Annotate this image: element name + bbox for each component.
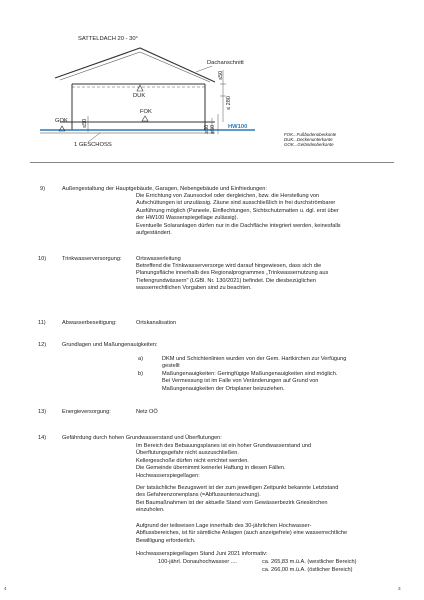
text-line: Planungsfläche innerhalb des Regionalprogrammes „Trinkwassernutzung aus bbox=[136, 270, 329, 277]
text-line: Abflussbereiches, ist für sämtliche Anlagen (auch anzeigefreie) eine wasserrechtliche bbox=[136, 530, 348, 537]
text-line: Hochwasserspiegellagen: bbox=[136, 472, 200, 479]
section-9-body bbox=[136, 193, 341, 237]
text-line: Bei Baumaßnahmen ist der aktuelle Stand vom Gewässerbezirk Grieskirchen bbox=[136, 499, 328, 506]
text-line: Maßungenauigkeiten der Ortsplaner beizuziehen. bbox=[162, 385, 285, 392]
text-line: Betreffend die Trinkwasserversorge wird darauf hingewiesen, dass sich die bbox=[136, 263, 322, 269]
fok-label: FOK bbox=[140, 109, 152, 115]
text-line: gestellt bbox=[162, 363, 180, 370]
section-9-title: Außengestaltung der Hauptgebäude, Garagen, Nebengebäude und Einfriedungen: bbox=[62, 186, 267, 192]
dim-50-top: ≤50 bbox=[218, 70, 224, 80]
section-10-title: Trinkwasserversorgung: bbox=[62, 256, 122, 262]
section-14-p1 bbox=[136, 443, 311, 480]
dim-50-left: ≤50 bbox=[82, 118, 88, 128]
text-line: wasserrechtlichen Vorgaben sind zu beachten. bbox=[136, 285, 252, 292]
text-line: Eventuelle Solaranlagen dürfen nur in die Dachfläche integriert werden, keinesfalls bbox=[136, 222, 341, 229]
text-line: aufgeständert. bbox=[136, 230, 172, 237]
section-10-body bbox=[136, 263, 328, 293]
fok-marker bbox=[142, 116, 148, 121]
text-line: Kellergeschoße dürfen nicht errichtet werden. bbox=[136, 457, 249, 464]
section-13-value: Netz OÖ bbox=[136, 409, 158, 415]
legend-gok: GOK...Geländeoberkante bbox=[284, 142, 334, 148]
dim-50-b: ≥50 bbox=[210, 124, 216, 134]
roof-inner-line-right bbox=[140, 52, 210, 82]
legend-fok: FOK...Fußbodenoberkante bbox=[284, 132, 337, 137]
storey-leader bbox=[88, 133, 100, 142]
section-9-number: 9) bbox=[40, 186, 45, 192]
hw100-label: HW100 bbox=[228, 124, 248, 130]
divider bbox=[30, 162, 394, 163]
roof-edge-leader bbox=[196, 66, 212, 72]
section-10-number: 10) bbox=[38, 256, 47, 262]
text-line: Die Gemeinde übernimmt keinerlei Haftung in diesen Fällen. bbox=[136, 465, 286, 472]
section-12-a-body bbox=[162, 356, 346, 371]
section-12-a-mark: a) bbox=[138, 356, 143, 362]
text-line: Ausführung möglich (Paneele, Einflechtungen, Sichtschutzmatten u. dgl. erst über bbox=[136, 207, 339, 214]
gok-label: GOK bbox=[55, 118, 68, 124]
section-11-title: Abwasserbeseitigung: bbox=[62, 320, 117, 326]
storey-label: 1 GESCHOSS bbox=[74, 142, 112, 148]
hw-levels-value-east: ca. 266,00 m.ü.A. (östlicher Bereich) bbox=[262, 567, 353, 573]
section-13-title: Energieversorgung: bbox=[62, 409, 111, 415]
page-number-left: 4 bbox=[4, 586, 7, 591]
section-14-number: 14) bbox=[38, 435, 47, 441]
text-line: Tiefengrundwässern" (LGBl. Nr. 130/2021) befindet. Die diesbezüglichen bbox=[136, 277, 316, 284]
text-line: Bewilligung erforderlich. bbox=[136, 537, 196, 544]
roof-inner-line bbox=[60, 52, 140, 80]
text-line: einzuholen. bbox=[136, 507, 165, 514]
section-12-b-body bbox=[162, 371, 337, 393]
section-12-b-mark: b) bbox=[138, 371, 143, 377]
text-line: des Gefahrenzonenplans (=Abflussuntersuchung). bbox=[136, 492, 261, 499]
hw-levels-title: Hochwasserspiegellagen Stand Juni 2021 informativ: bbox=[136, 551, 268, 557]
section-11-value: Ortskanalisation bbox=[136, 320, 177, 326]
text-line: Bei Vermessung ist im Falle von Veränderungen auf Grund von bbox=[162, 378, 319, 385]
section-14-p3 bbox=[136, 523, 347, 545]
legend bbox=[284, 132, 336, 148]
text-line: Aufgrund der teilweisen Lage innerhalb des 30-jährlichen Hochwasser- bbox=[136, 523, 312, 529]
legend-duk: DUK...Deckenunterkante bbox=[284, 137, 333, 143]
section-12-title: Grundlagen und Maßungenauigkeiten: bbox=[62, 342, 158, 348]
section-11-number: 11) bbox=[38, 320, 46, 326]
house-section-diagram bbox=[0, 0, 424, 160]
roof-edge-label: Dachanschnitt bbox=[207, 60, 244, 66]
hw-levels-label: 100-jährl. Donauhochwasser .... bbox=[158, 559, 237, 565]
dim-50-a: ≥50 bbox=[204, 124, 210, 134]
section-10-value: Ortswasserleitung bbox=[136, 256, 181, 262]
duk-label: DUK bbox=[133, 93, 146, 99]
section-13-number: 13) bbox=[38, 409, 47, 415]
text-line: der HW100 Wasserspiegellage zulässig). bbox=[136, 215, 239, 222]
text-line: Im Bereich des Bebauungsplanes ist ein hoher Grundwasserstand und bbox=[136, 443, 312, 449]
text-line: Die Errichtung von Zaunsockel oder dergleichen, bzw. die Herstellung von bbox=[136, 193, 320, 199]
roof-title: SATTELDACH 20 - 30° bbox=[78, 36, 138, 42]
section-14-title: Gefährdung durch hohen Grundwasserstand und Überflutungen: bbox=[62, 435, 222, 441]
page-number-right: 3 bbox=[398, 586, 401, 591]
section-12-number: 12) bbox=[38, 342, 47, 348]
text-line: Der tatsächliche Bezugswert ist der zum jeweiligen Zeitpunkt bekannte Letztstand bbox=[136, 485, 339, 491]
text-line: Überflutungsgefahr nicht auszuschließen. bbox=[136, 450, 239, 457]
section-14-p2 bbox=[136, 485, 338, 515]
text-line: DKM und Schichtenlinien wurden von der Gem. Hartkirchen zur Verfügung bbox=[162, 356, 347, 362]
roof-outline bbox=[55, 48, 215, 82]
text-line: Aufschüttungen ist unzulässig. Zäune sind ausschließlich in frei durchströmbarer bbox=[136, 200, 336, 207]
text-line: Maßungenauigkeiten: Geringfügige Maßungenauigkeiten sind möglich. bbox=[162, 371, 338, 377]
hw-levels-value-west: ca. 265,83 m.ü.A. (westlicher Bereich) bbox=[262, 559, 357, 565]
duk-marker bbox=[137, 85, 143, 91]
dim-280: ≤ 280 bbox=[226, 96, 232, 110]
section-diagram bbox=[0, 0, 424, 160]
